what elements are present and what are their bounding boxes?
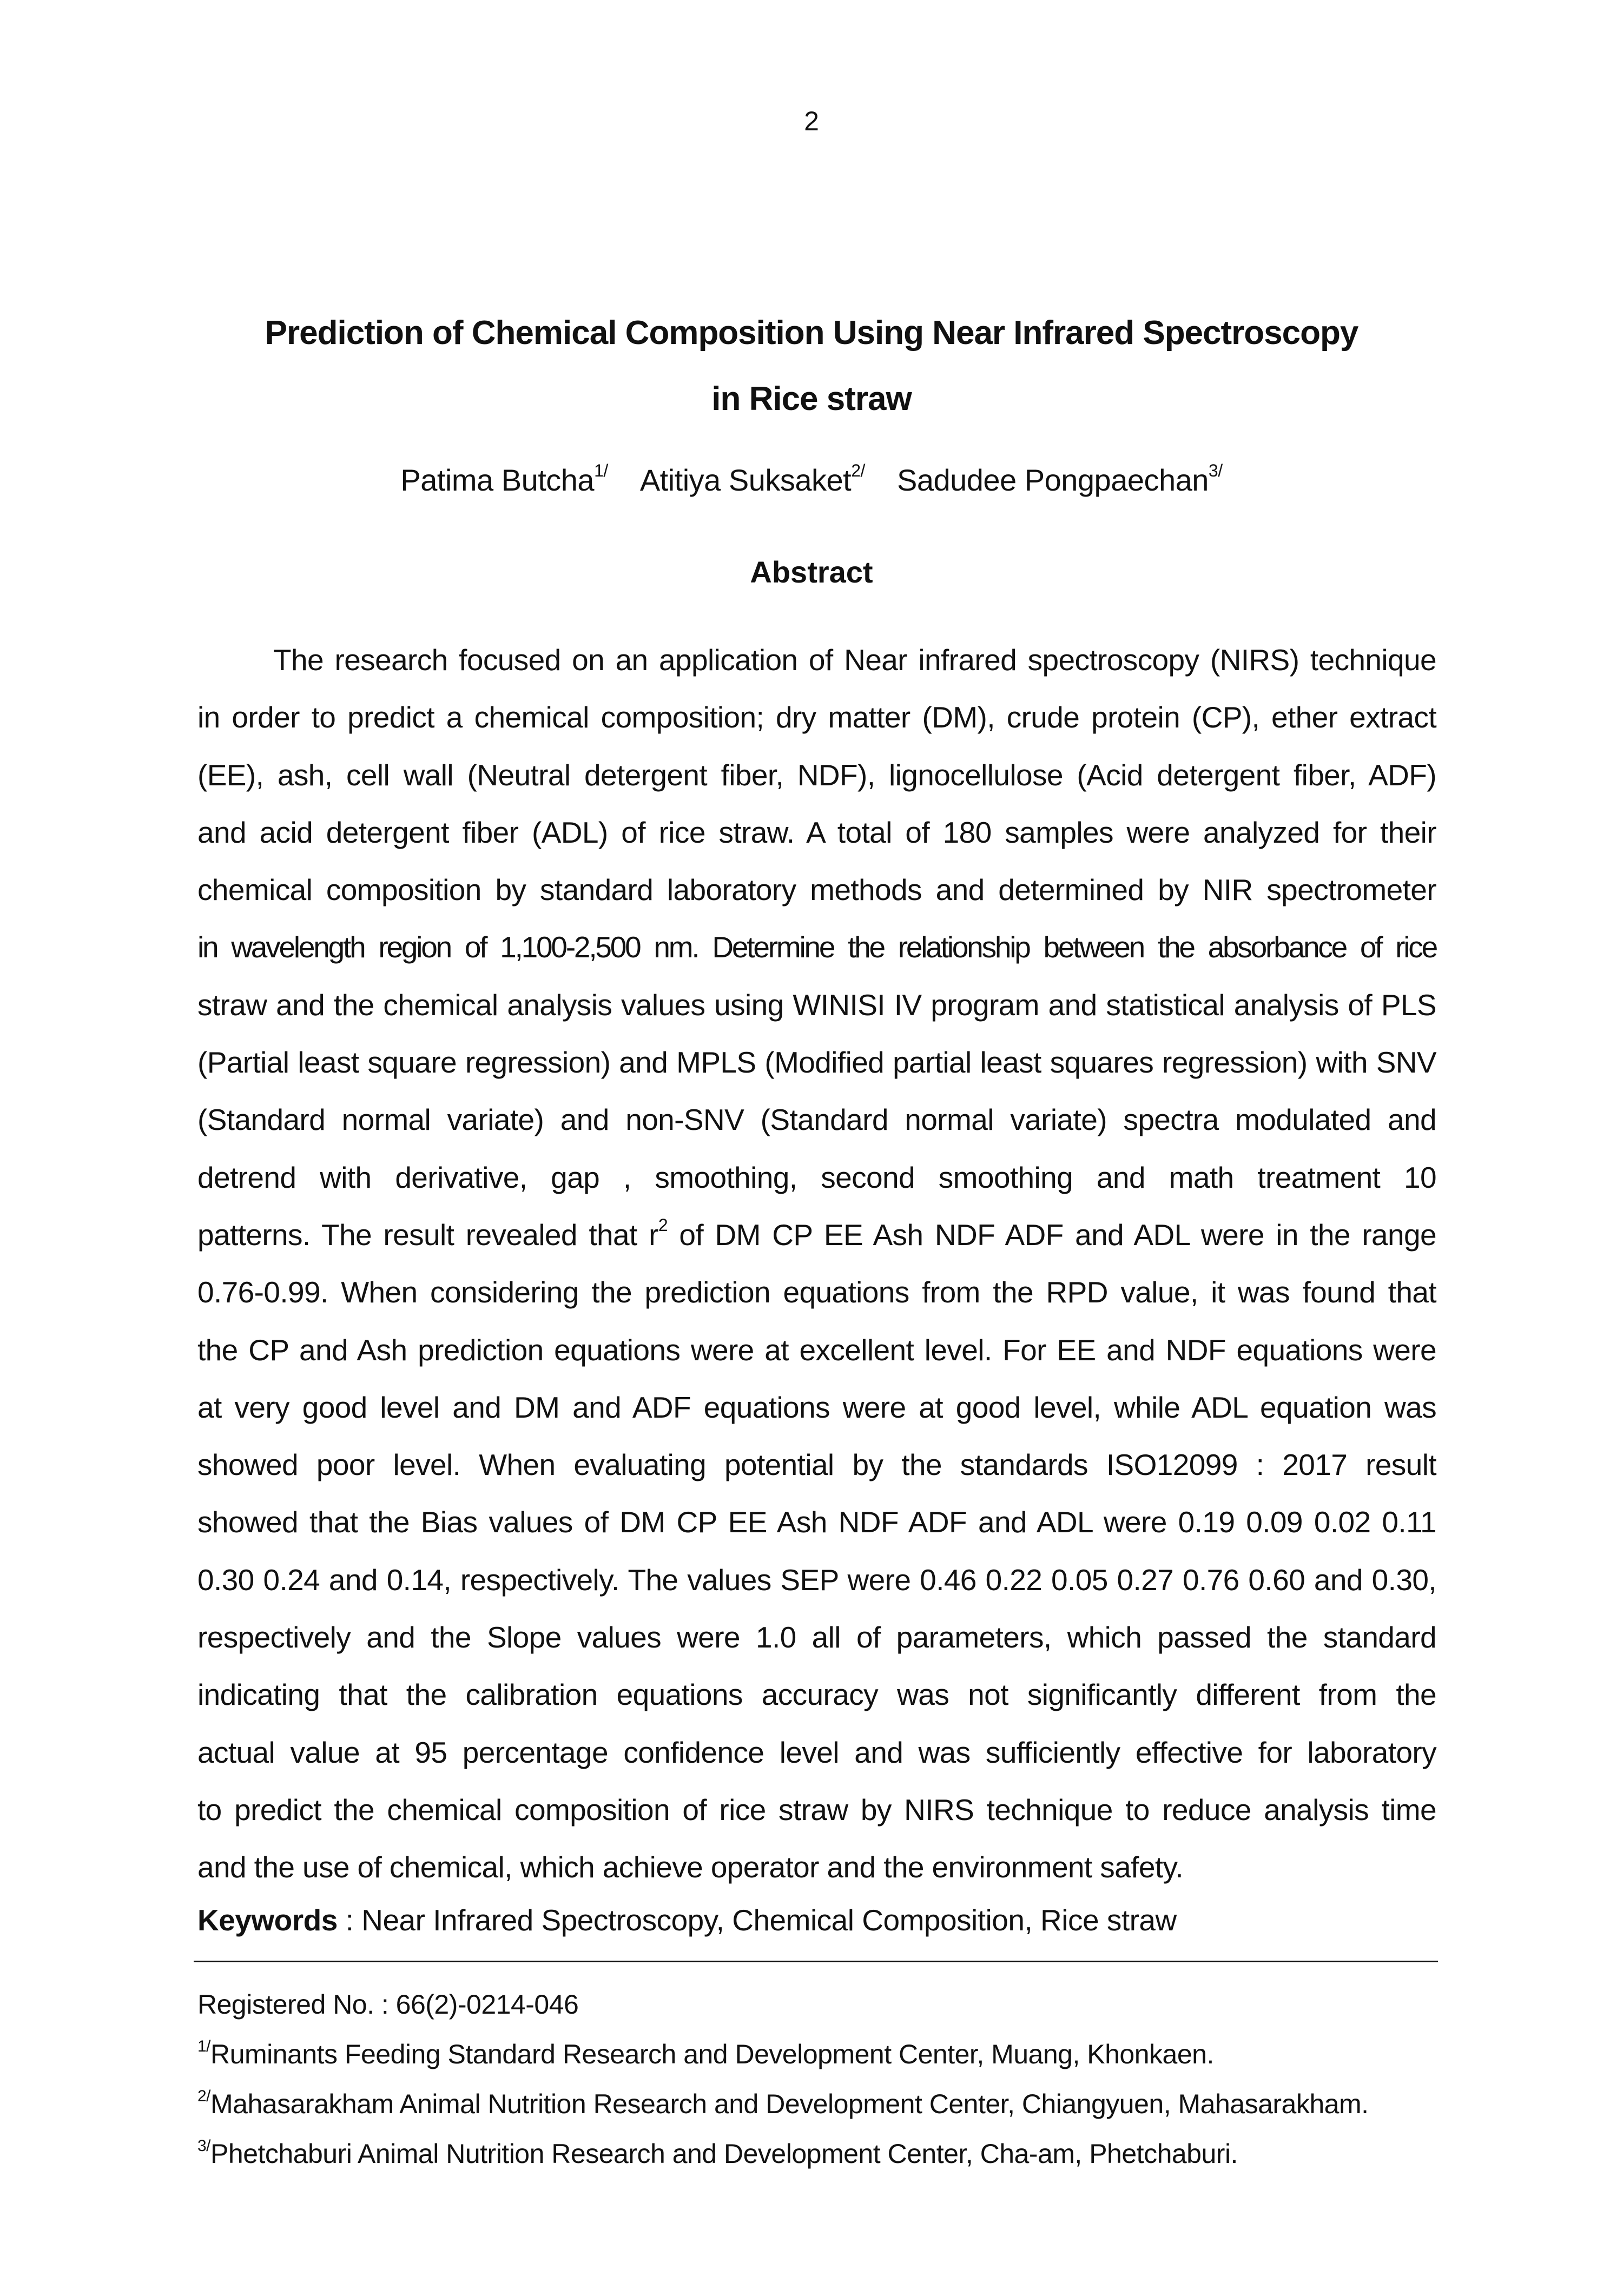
footnotes: [197, 1980, 1496, 2179]
abstract-line: in order to predict a chemical composition; dry matter (DM), crude protein (CP), ether extract: [197, 700, 1436, 735]
abstract-line: at very good level and DM and ADF equations were at good level, while ADL equation was: [197, 1390, 1436, 1424]
footnote-text: Mahasarakham Animal Nutrition Research and Development Center, Chiangyuen, Mahasarakham.: [210, 2089, 1369, 2119]
abstract-line: (Standard normal variate) and non-SNV (Standard normal variate) spectra modulated and: [197, 1103, 1436, 1137]
paper-title: [0, 300, 1623, 432]
author: [400, 463, 608, 497]
footnote-mark: 2/: [197, 2087, 211, 2105]
abstract-line: showed poor level. When evaluating potential by the standards ISO12099 : 2017 result: [197, 1448, 1436, 1482]
abstract-line: (Partial least square regression) and MPLS (Modified partial least squares regression) with SNV: [197, 1046, 1436, 1080]
affiliation-mark: 2/: [851, 461, 865, 480]
abstract-line: to predict the chemical composition of rice straw by NIRS technique to reduce analysis time: [197, 1792, 1436, 1827]
author-list: [0, 462, 1623, 498]
abstract-line: [197, 1213, 1436, 1271]
abstract-line: detrend with derivative, gap , smoothing, second smoothing and math treatment 10: [197, 1160, 1436, 1194]
abstract-body: [197, 638, 1436, 1903]
keywords-separator: :: [337, 1903, 362, 1937]
abstract-line: 0.76-0.99. When considering the prediction equations from the RPD value, it was found that: [197, 1275, 1436, 1309]
keywords-label: Keywords: [197, 1903, 338, 1937]
affiliation-footnote: [197, 2129, 1496, 2179]
author-name: Patima Butcha: [400, 463, 595, 497]
abstract-line: indicating that the calibration equations accuracy was not significantly different from the: [197, 1678, 1436, 1712]
abstract-heading: Abstract: [750, 555, 873, 589]
abstract-line: straw and the chemical analysis values using WINISI IV program and statistical analysis of PLS: [197, 988, 1436, 1022]
registered-number: Registered No. : 66(2)-0214-046: [197, 1989, 579, 2020]
abstract-text: patterns. The result revealed that r: [197, 1218, 658, 1252]
author: [897, 463, 1223, 497]
footnote-text: Ruminants Feeding Standard Research and Development Center, Muang, Khonkaen.: [210, 2039, 1214, 2069]
abstract-line: actual value at 95 percentage confidence level and was sufficiently effective for laboratory: [197, 1735, 1436, 1769]
footnote-divider: [194, 1961, 1438, 1962]
abstract-line: 0.30 0.24 and 0.14, respectively. The values SEP were 0.46 0.22 0.05 0.27 0.76 0.60 and 0.30,: [197, 1563, 1436, 1597]
abstract-line: and the use of chemical, which achieve operator and the environment safety.: [197, 1850, 1184, 1884]
abstract-line: in wavelength region of 1,100-2,500 nm. Determine the relationship between the absorbance of rice: [197, 930, 1436, 964]
title-line-1: Prediction of Chemical Composition Using Near Infrared Spectroscopy: [265, 314, 1358, 352]
keywords: [197, 1903, 1436, 1937]
abstract-line: (EE), ash, cell wall (Neutral detergent fiber, NDF), lignocellulose (Acid detergent fiber, ADF): [197, 758, 1436, 792]
author: [640, 463, 865, 497]
affiliation-mark: 1/: [594, 461, 608, 480]
r-squared-superscript: 2: [658, 1215, 668, 1235]
affiliation-footnote: [197, 2029, 1496, 2079]
affiliation-mark: 3/: [1208, 461, 1223, 480]
abstract-text: of DM CP EE Ash NDF ADF and ADL were in the range: [668, 1218, 1436, 1252]
abstract-line: and acid detergent fiber (ADL) of rice straw. A total of 180 samples were analyzed for their: [197, 815, 1436, 849]
author-name: Sadudee Pongpaechan: [896, 463, 1209, 497]
page-number: 2: [804, 106, 819, 136]
abstract-line: respectively and the Slope values were 1.0 all of parameters, which passed the standard: [197, 1620, 1436, 1655]
abstract-line: The research focused on an application of Near infrared spectroscopy (NIRS) technique: [273, 643, 1436, 677]
footnote-mark: 1/: [197, 2037, 211, 2055]
author-name: Atitiya Suksaket: [639, 463, 852, 497]
abstract-line: the CP and Ash prediction equations were at excellent level. For EE and NDF equations were: [197, 1333, 1436, 1367]
footnote-mark: 3/: [197, 2137, 211, 2155]
title-line-2: in Rice straw: [711, 380, 912, 418]
footnote-text: Phetchaburi Animal Nutrition Research and Development Center, Cha-am, Phetchaburi.: [210, 2139, 1238, 2169]
abstract-line: showed that the Bias values of DM CP EE Ash NDF ADF and ADL were 0.19 0.09 0.02 0.11: [197, 1505, 1436, 1539]
keywords-text: Near Infrared Spectroscopy, Chemical Composition, Rice straw: [361, 1903, 1177, 1937]
affiliation-footnote: [197, 2079, 1496, 2129]
abstract-line: chemical composition by standard laboratory methods and determined by NIR spectrometer: [197, 873, 1436, 907]
